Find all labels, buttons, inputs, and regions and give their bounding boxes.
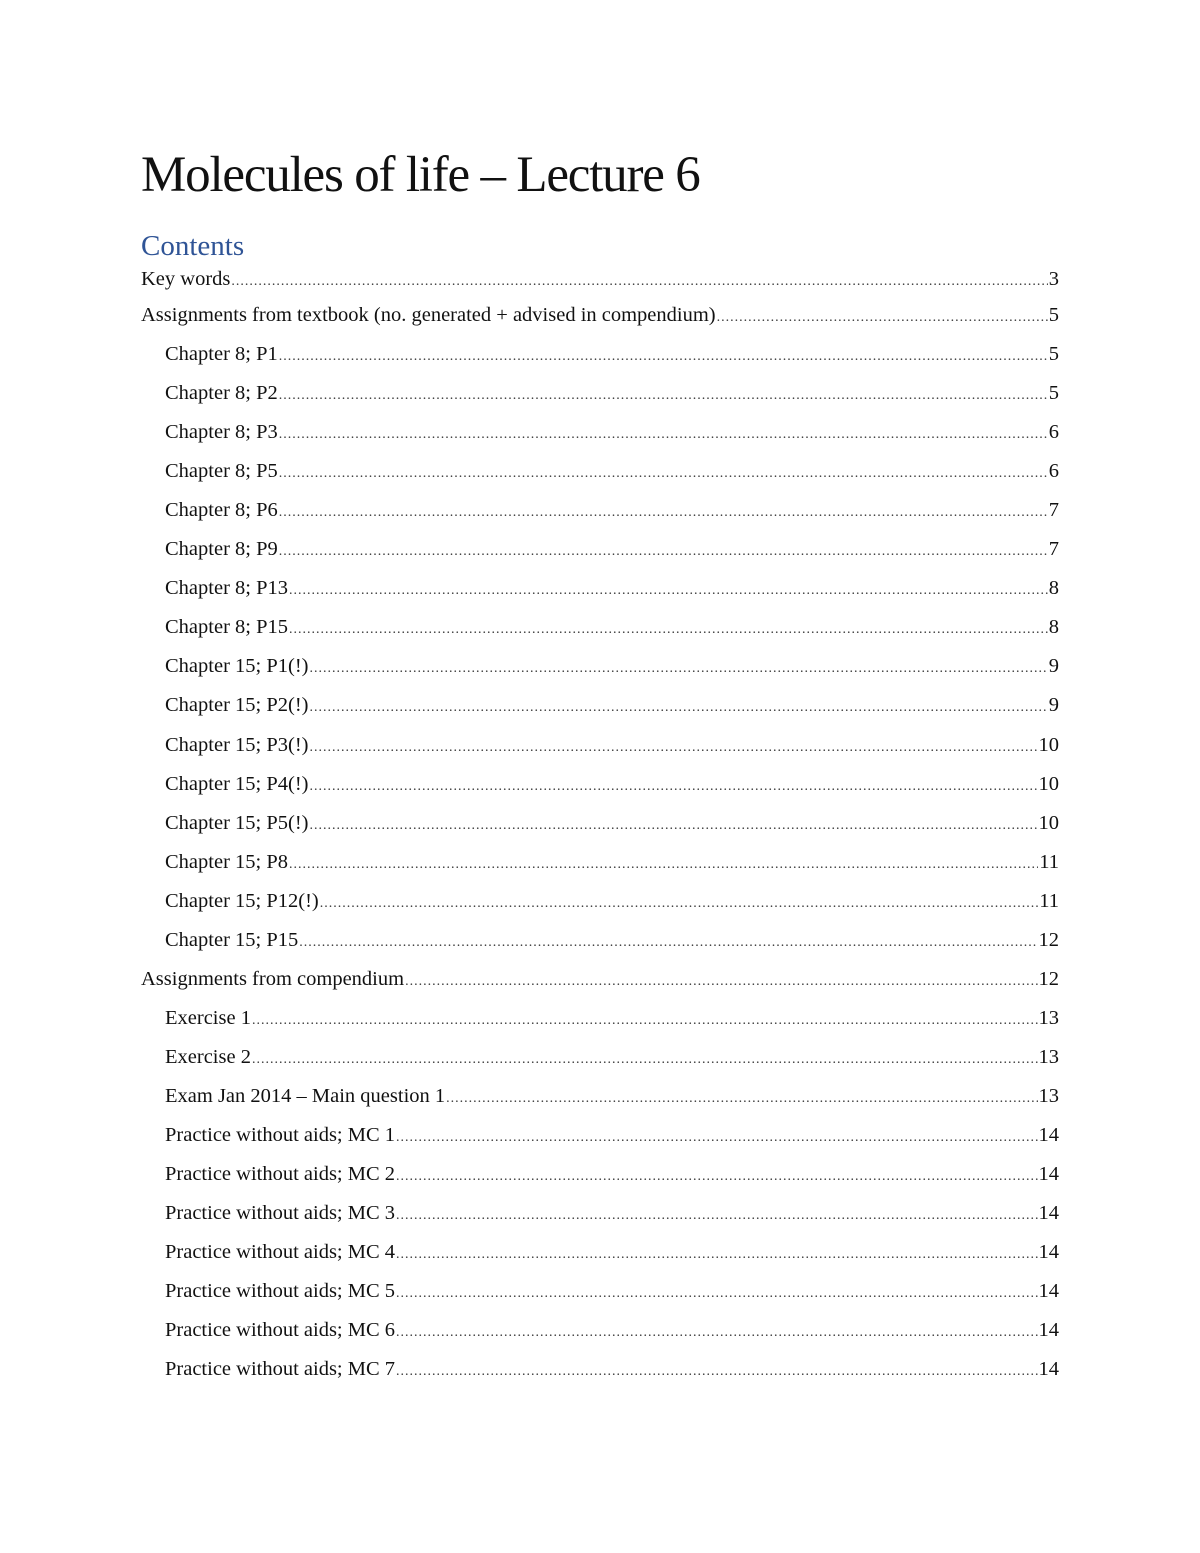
toc-dot-leader — [279, 459, 1048, 489]
toc-dot-leader — [279, 537, 1048, 567]
toc-entry-label: Exercise 2 — [165, 1045, 251, 1068]
toc-dot-leader — [396, 1318, 1037, 1348]
toc-entry[interactable] — [141, 886, 1059, 925]
toc-entry-page-number: 14 — [1038, 1163, 1059, 1186]
toc-entry[interactable] — [141, 456, 1059, 495]
toc-dot-leader — [231, 267, 1047, 297]
toc-entry[interactable] — [141, 495, 1059, 534]
toc-entry[interactable] — [141, 808, 1059, 847]
toc-entry[interactable] — [141, 730, 1059, 769]
toc-dot-leader — [309, 811, 1037, 841]
toc-entry-label: Chapter 15; P3(!) — [165, 733, 309, 756]
toc-entry[interactable] — [141, 573, 1059, 612]
toc-dot-leader — [289, 576, 1048, 606]
toc-entry-label: Chapter 8; P13 — [165, 577, 288, 600]
toc-entry-label: Chapter 15; P4(!) — [165, 772, 309, 795]
toc-dot-leader — [279, 420, 1048, 450]
toc-entry[interactable] — [141, 1237, 1059, 1276]
toc-entry-page-number: 8 — [1048, 616, 1059, 639]
toc-entry-label: Chapter 15; P5(!) — [165, 811, 309, 834]
toc-entry-page-number: 9 — [1048, 655, 1059, 678]
toc-entry-label: Chapter 15; P1(!) — [165, 655, 309, 678]
toc-entry[interactable] — [141, 612, 1059, 651]
toc-dot-leader — [396, 1279, 1037, 1309]
toc-entry[interactable] — [141, 1276, 1059, 1315]
toc-entry-page-number: 3 — [1048, 268, 1059, 290]
toc-dot-leader — [320, 889, 1039, 919]
toc-entry-label: Chapter 15; P8 — [165, 850, 288, 873]
toc-entry[interactable] — [141, 847, 1059, 886]
toc-entry-label: Assignments from textbook (no. generated + advised in compendium) — [141, 304, 716, 326]
toc-entry-page-number: 7 — [1048, 499, 1059, 522]
toc-entry-page-number: 10 — [1038, 811, 1059, 834]
toc-entry[interactable] — [141, 1081, 1059, 1120]
toc-entry[interactable] — [141, 1003, 1059, 1042]
toc-entry-label: Assignments from compendium — [141, 967, 405, 990]
toc-dot-leader — [279, 342, 1048, 372]
toc-entry-page-number: 11 — [1039, 889, 1059, 912]
toc-entry-label: Practice without aids; MC 5 — [165, 1280, 396, 1303]
toc-entry[interactable] — [141, 339, 1059, 378]
toc-entry-page-number: 14 — [1038, 1358, 1059, 1381]
toc-entry-label: Practice without aids; MC 3 — [165, 1202, 396, 1225]
toc-entry-label: Chapter 8; P9 — [165, 538, 278, 561]
toc-entry-label: Practice without aids; MC 6 — [165, 1319, 396, 1342]
toc-dot-leader — [717, 303, 1048, 333]
toc-entry-page-number: 10 — [1038, 772, 1059, 795]
toc-heading: Contents — [141, 230, 245, 262]
toc-dot-leader — [309, 733, 1037, 763]
toc-entry[interactable] — [141, 769, 1059, 808]
toc-entry[interactable] — [141, 417, 1059, 456]
toc-dot-leader — [309, 654, 1047, 684]
toc-entry[interactable] — [141, 378, 1059, 417]
toc-entry-page-number: 14 — [1038, 1202, 1059, 1225]
toc-entry-page-number: 13 — [1038, 1006, 1059, 1029]
toc-entry-page-number: 7 — [1048, 538, 1059, 561]
toc-dot-leader — [396, 1201, 1037, 1231]
toc-entry-label: Practice without aids; MC 2 — [165, 1163, 396, 1186]
toc-dot-leader — [396, 1357, 1037, 1387]
toc-entry[interactable] — [141, 264, 1059, 300]
toc-entry-page-number: 9 — [1048, 694, 1059, 717]
toc-entry[interactable] — [141, 651, 1059, 690]
toc-entry-page-number: 12 — [1038, 967, 1059, 990]
toc-dot-leader — [299, 928, 1037, 958]
toc-entry[interactable] — [141, 1354, 1059, 1393]
toc-dot-leader — [396, 1240, 1037, 1270]
toc-entry-label: Exercise 1 — [165, 1006, 251, 1029]
toc-entry[interactable] — [141, 534, 1059, 573]
toc-dot-leader — [279, 498, 1048, 528]
toc-entry[interactable] — [141, 1120, 1059, 1159]
toc-entry-page-number: 14 — [1038, 1241, 1059, 1264]
toc-entry[interactable] — [141, 964, 1059, 1003]
toc-dot-leader — [289, 615, 1048, 645]
toc-entry[interactable] — [141, 690, 1059, 729]
toc-dot-leader — [405, 967, 1037, 997]
toc-entry-label: Practice without aids; MC 7 — [165, 1358, 396, 1381]
toc-dot-leader — [309, 693, 1047, 723]
toc-entry-page-number: 14 — [1038, 1123, 1059, 1146]
toc-entry-page-number: 13 — [1038, 1045, 1059, 1068]
toc-entry-label: Practice without aids; MC 1 — [165, 1123, 396, 1146]
toc-dot-leader — [396, 1162, 1037, 1192]
toc-entry[interactable] — [141, 300, 1059, 339]
toc-dot-leader — [289, 850, 1038, 880]
document-page — [141, 140, 1059, 1393]
document-title: Molecules of life – Lecture 6 — [141, 147, 700, 203]
toc-entry-page-number: 11 — [1039, 850, 1059, 873]
toc-entry-page-number: 14 — [1038, 1280, 1059, 1303]
toc-entry-label: Chapter 8; P6 — [165, 499, 278, 522]
toc-entry-page-number: 5 — [1048, 343, 1059, 366]
toc-dot-leader — [252, 1045, 1038, 1075]
toc-entry[interactable] — [141, 1042, 1059, 1081]
toc-entry[interactable] — [141, 1315, 1059, 1354]
table-of-contents — [141, 264, 1059, 1393]
toc-entry[interactable] — [141, 1198, 1059, 1237]
toc-entry-label: Chapter 8; P1 — [165, 343, 278, 366]
toc-entry-page-number: 14 — [1038, 1319, 1059, 1342]
toc-entry-page-number: 5 — [1048, 382, 1059, 405]
toc-entry-label: Chapter 8; P15 — [165, 616, 288, 639]
toc-entry-page-number: 8 — [1048, 577, 1059, 600]
toc-entry[interactable] — [141, 925, 1059, 964]
toc-dot-leader — [252, 1006, 1038, 1036]
toc-entry-page-number: 13 — [1038, 1084, 1059, 1107]
toc-entry-label: Chapter 15; P15 — [165, 928, 299, 951]
toc-entry-label: Key words — [141, 268, 231, 290]
toc-dot-leader — [309, 772, 1037, 802]
toc-dot-leader — [279, 381, 1048, 411]
toc-entry-label: Chapter 8; P3 — [165, 421, 278, 444]
toc-entry-page-number: 10 — [1038, 733, 1059, 756]
toc-entry-label: Practice without aids; MC 4 — [165, 1241, 396, 1264]
toc-entry-label: Chapter 15; P2(!) — [165, 694, 309, 717]
toc-dot-leader — [446, 1084, 1037, 1114]
toc-dot-leader — [396, 1123, 1037, 1153]
toc-entry-page-number: 5 — [1048, 304, 1059, 326]
toc-entry-page-number: 6 — [1048, 460, 1059, 483]
toc-entry-label: Chapter 15; P12(!) — [165, 889, 319, 912]
toc-entry-label: Chapter 8; P2 — [165, 382, 278, 405]
toc-entry-page-number: 12 — [1038, 928, 1059, 951]
toc-entry-label: Chapter 8; P5 — [165, 460, 278, 483]
toc-entry-page-number: 6 — [1048, 421, 1059, 444]
toc-entry-label: Exam Jan 2014 – Main question 1 — [165, 1084, 446, 1107]
toc-entry[interactable] — [141, 1159, 1059, 1198]
